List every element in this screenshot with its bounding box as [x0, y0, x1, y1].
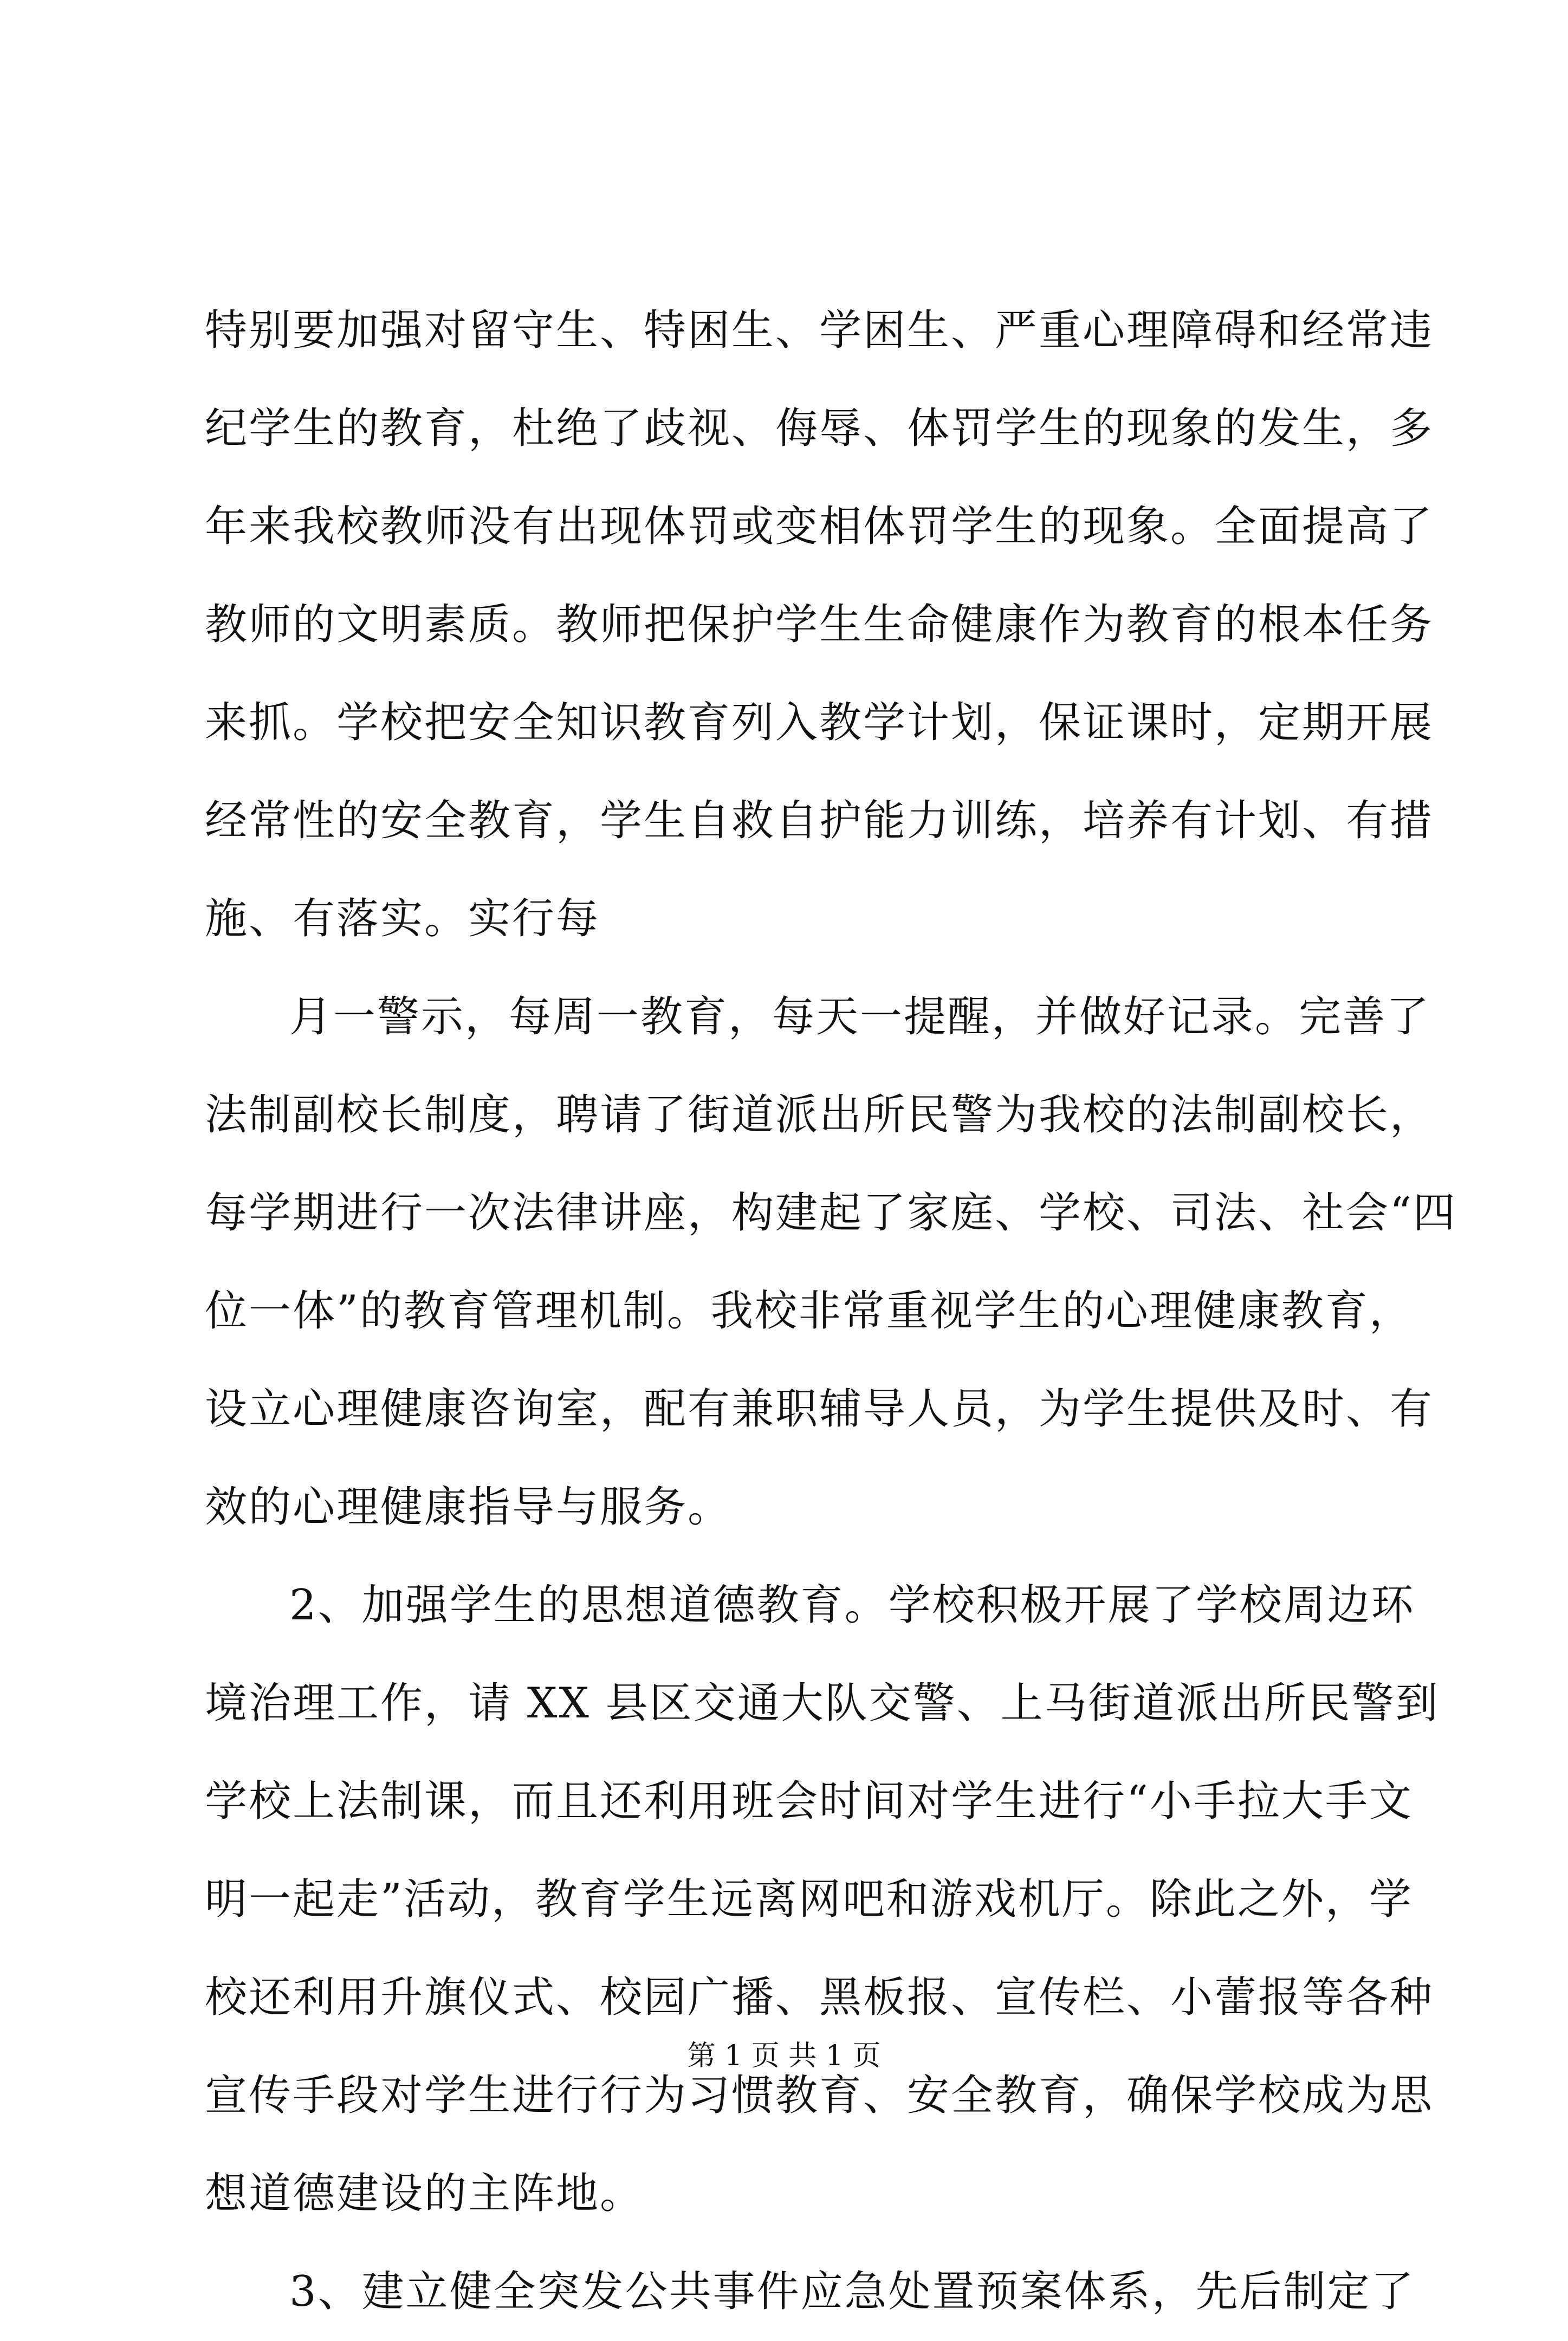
text-line: 经常性的安全教育，学生自救自护能力训练，培养有计划、有措	[205, 796, 1434, 845]
text-line: 设立心理健康咨询室，配有兼职辅导人员，为学生提供及时、有	[205, 1385, 1434, 1434]
document-body	[205, 282, 1457, 2341]
text-line: 特别要加强对留守生、特困生、学困生、严重心理障碍和经常违	[205, 306, 1434, 355]
text-line: 境治理工作，请 XX 县区交通大队交警、上马街道派出所民警到	[205, 1679, 1440, 1728]
text-line: 位一体”的教育管理机制。我校非常重视学生的心理健康教育，	[205, 1287, 1413, 1335]
text-line: 每学期进行一次法律讲座，构建起了家庭、学校、司法、社会“四	[205, 1189, 1457, 1237]
text-line: 纪学生的教育，杜绝了歧视、侮辱、体罚学生的现象的发生，多	[205, 404, 1434, 453]
text-line: 明一起走”活动，教育学生远离网吧和游戏机厅。除此之外，学	[205, 1875, 1413, 1924]
page-footer: 第 1 页 共 1 页	[687, 2040, 881, 2072]
text-line: 校还利用升旗仪式、校园广播、黑板报、宣传栏、小蕾报等各种	[205, 1973, 1434, 2022]
text-line: 年来我校教师没有出现体罚或变相体罚学生的现象。全面提高了	[205, 502, 1434, 551]
text-line: 学校上法制课，而且还利用班会时间对学生进行“小手拉大手文	[205, 1777, 1413, 1826]
text-line: 2、加强学生的思想道德教育。学校积极开展了学校周边环	[289, 1581, 1415, 1630]
text-line: 想道德建设的主阵地。	[205, 2169, 644, 2218]
text-line: 月一警示，每周一教育，每天一提醒，并做好记录。完善了	[289, 993, 1431, 1041]
text-line: 3、建立健全突发公共事件应急处置预案体系，先后制定了	[289, 2267, 1415, 2316]
text-line: 效的心理健康指导与服务。	[205, 1483, 732, 1532]
text-line: 来抓。学校把安全知识教育列入教学计划，保证课时，定期开展	[205, 698, 1434, 747]
text-line: 法制副校长制度，聘请了街道派出所民警为我校的法制副校长，	[205, 1091, 1434, 1139]
text-line: 施、有落实。实行每	[205, 894, 600, 943]
text-line: 教师的文明素质。教师把保护学生生命健康作为教育的根本任务	[205, 600, 1434, 649]
text-line: 宣传手段对学生进行行为习惯教育、安全教育，确保学校成为思	[205, 2071, 1434, 2120]
